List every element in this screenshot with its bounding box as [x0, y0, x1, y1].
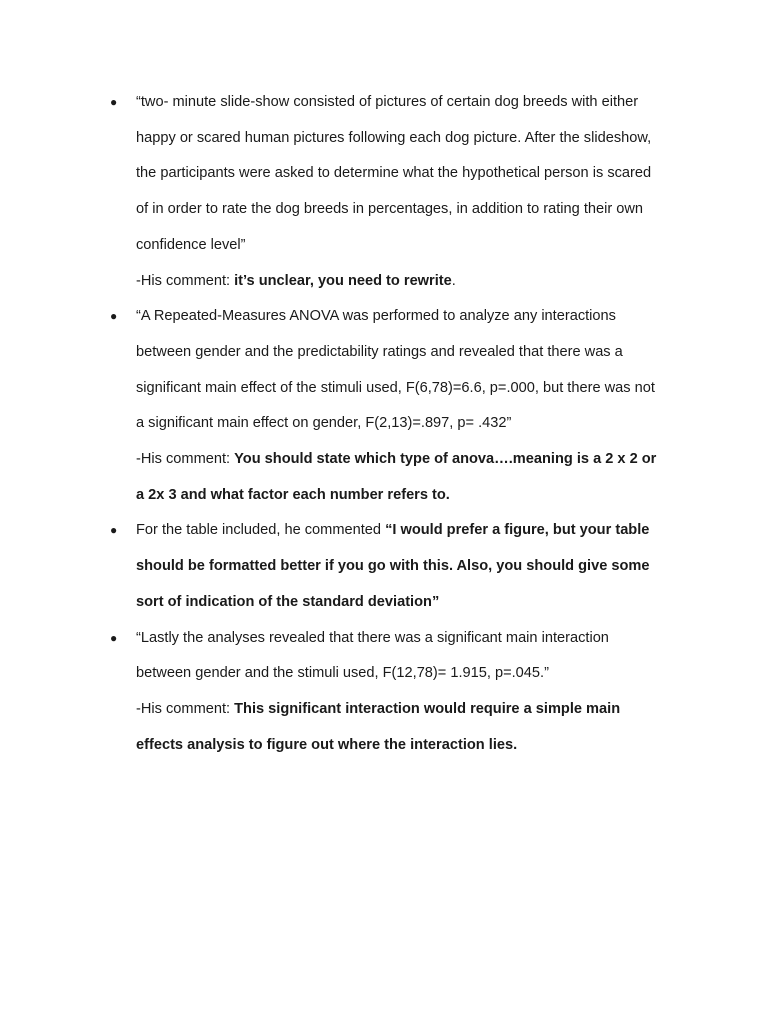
list-item: [110, 513, 682, 620]
feedback-list: [110, 85, 682, 763]
comment-line: [136, 728, 682, 764]
comment-line: [136, 478, 682, 514]
quote-line: the participants were asked to determine what the hypothetical person is scared: [136, 165, 652, 182]
comment-prefix: -His comment:: [136, 700, 235, 717]
quote-line: significant main effect of the stimuli used, F(6,78)=6.6, p=.000, but there was not: [136, 379, 655, 396]
quote-line: “Lastly the analyses revealed that there was a significant main interaction: [136, 629, 609, 646]
comment-text: should be formatted better if you go with this. Also, you should give some: [136, 558, 650, 575]
quote-line: between gender and the stimuli used, F(12,78)= 1.915, p=.045.”: [136, 665, 549, 682]
comment-prefix: -His comment:: [136, 451, 235, 468]
quote-line: between gender and the predictability ratings and revealed that there was a: [136, 343, 623, 360]
bullet-icon: ●: [110, 523, 118, 538]
comment-line: [136, 513, 682, 549]
list-item: [110, 299, 682, 513]
quote-line: of in order to rate the dog breeds in percentages, in addition to rating their own: [136, 201, 644, 218]
quote-line: “A Repeated-Measures ANOVA was performed to analyze any interactions: [136, 308, 616, 325]
comment-suffix: .: [451, 272, 456, 289]
list-item: [110, 621, 682, 764]
comment-line: [136, 442, 682, 478]
comment-line: [136, 692, 682, 728]
comment-prefix: -His comment:: [136, 272, 235, 289]
list-item: [110, 85, 682, 299]
comment-text: “I would prefer a figure, but your table: [385, 522, 650, 539]
bullet-icon: ●: [110, 630, 118, 645]
bullet-icon: ●: [110, 309, 118, 324]
comment-text: it’s unclear, you need to rewrite: [234, 272, 452, 289]
quote-line: a significant main effect on gender, F(2,13)=.897, p= .432”: [136, 415, 512, 432]
bullet-icon: ●: [110, 95, 118, 109]
comment-line: [136, 549, 682, 585]
quote-line: “two- minute slide-show consisted of pictures of certain dog breeds with either: [136, 94, 639, 110]
quote-line: happy or scared human pictures following each dog picture. After the slideshow,: [136, 129, 652, 146]
comment-text: sort of indication of the standard deviation”: [136, 593, 440, 610]
intro-text: For the table included, he commented: [136, 522, 386, 539]
comment-text: effects analysis to figure out where the interaction lies.: [136, 736, 518, 753]
comment-line: [136, 264, 682, 300]
comment-text: This significant interaction would require a simple main: [234, 700, 621, 717]
comment-line: [136, 585, 682, 621]
comment-text: You should state which type of anova….meaning is a 2 x 2 or: [234, 451, 657, 468]
quote-line: confidence level”: [136, 236, 246, 253]
comment-text: a 2x 3 and what factor each number refers to.: [136, 486, 450, 503]
